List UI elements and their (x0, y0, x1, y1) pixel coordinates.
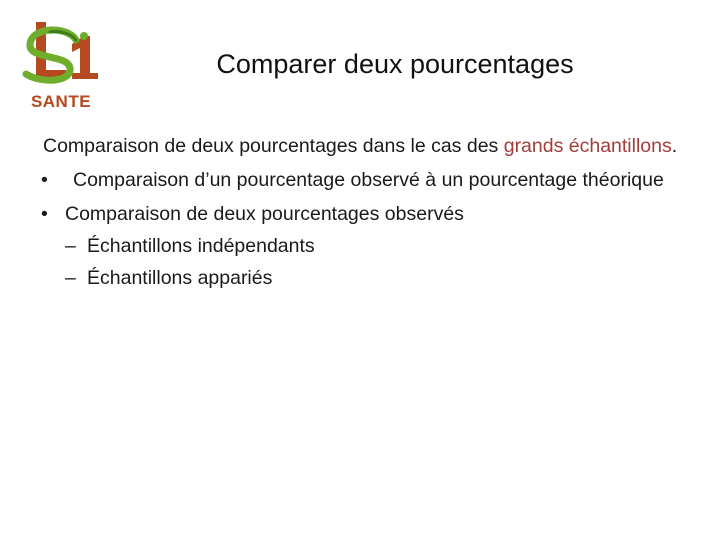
bullet-marker: • (41, 169, 48, 191)
intro-paragraph (43, 130, 679, 162)
slide-title: Comparer deux pourcentages (216, 49, 574, 79)
l1-emblem-icon (14, 16, 108, 96)
bullet-item-observed-vs-theoretical (43, 164, 679, 196)
intro-accent-text: grands échantillons (503, 135, 672, 157)
sub-item-paired (65, 262, 679, 294)
intro-text: Comparaison de deux pourcentages dans le cas des (43, 135, 504, 157)
bullet-item-two-observed (43, 198, 679, 230)
sub-text: Échantillons indépendants (87, 235, 315, 257)
intro-period: . (671, 135, 678, 157)
bullet-marker: • (41, 203, 48, 225)
slide-body (43, 130, 679, 294)
sub-marker: – (65, 267, 76, 289)
bullet-text: Comparaison de deux pourcentages observés (65, 203, 464, 225)
l1-sante-logo (14, 16, 108, 118)
sub-marker: – (65, 235, 76, 257)
logo-caption: SANTE (30, 92, 92, 111)
sub-text: Échantillons appariés (87, 267, 273, 289)
sub-item-independent (65, 230, 679, 262)
bullet-text: Comparaison d’un pourcentage observé à un pourcentage théorique (73, 169, 664, 191)
